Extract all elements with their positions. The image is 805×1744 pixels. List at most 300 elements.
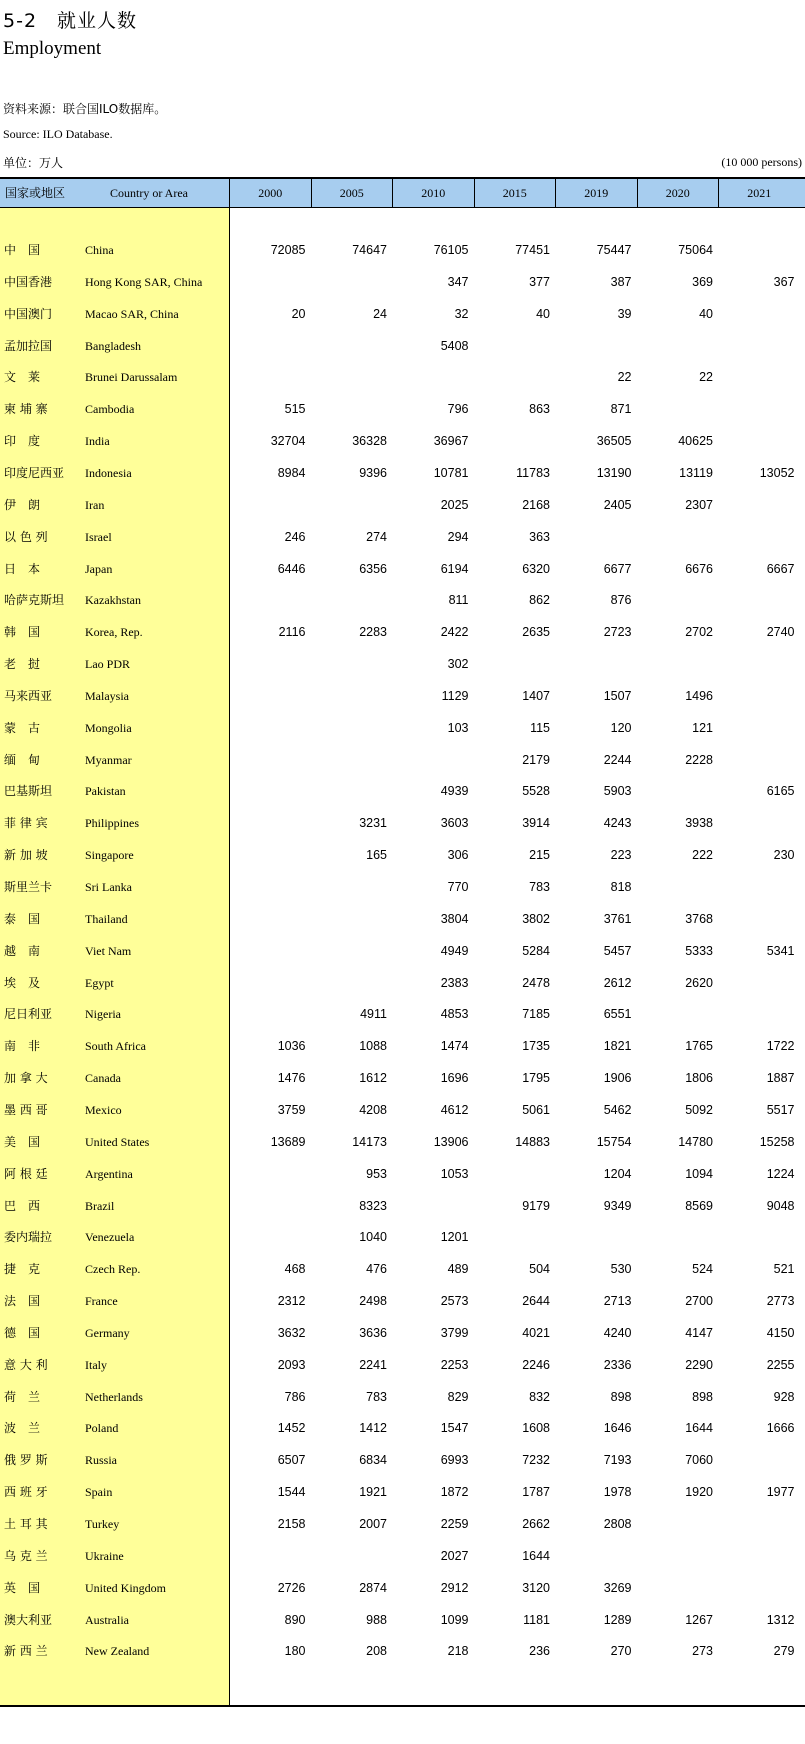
value-cell-2020: 1765 — [685, 1039, 713, 1054]
country-name-cn: 新 西 兰 — [4, 1644, 48, 1659]
value-cell-2015: 377 — [529, 274, 550, 289]
value-cell-2015: 832 — [529, 1389, 550, 1404]
value-cell-2021: 2773 — [766, 1294, 795, 1309]
value-cell-2015: 363 — [529, 529, 550, 544]
value-cell-2005: 24 — [373, 306, 387, 321]
country-name-cn: 德 国 — [4, 1325, 41, 1340]
table-row — [0, 871, 805, 903]
table-row — [0, 1412, 805, 1444]
value-cell-2021: 1887 — [766, 1071, 795, 1086]
country-name-cn: 以 色 列 — [4, 529, 48, 544]
value-cell-2020: 7060 — [685, 1453, 713, 1468]
value-cell-2015: 1644 — [522, 1548, 550, 1563]
value-cell-2010: 796 — [447, 402, 469, 417]
value-cell-2019: 6677 — [603, 561, 632, 576]
value-cell-2010: 1201 — [440, 1230, 469, 1245]
value-cell-2015: 215 — [529, 848, 550, 863]
value-cell-2020: 898 — [692, 1389, 713, 1404]
value-cell-2000: 13689 — [270, 1134, 306, 1149]
value-cell-2020: 40 — [699, 306, 713, 321]
value-cell-2005: 2498 — [359, 1294, 387, 1309]
value-cell-2020: 121 — [692, 720, 713, 735]
value-cell-2021: 9048 — [766, 1198, 795, 1213]
value-cell-2000: 1036 — [277, 1039, 306, 1054]
country-name-cn: 泰 国 — [4, 911, 41, 926]
value-cell-2019: 1204 — [603, 1166, 632, 1181]
value-cell-2019: 75447 — [596, 243, 632, 257]
value-cell-2019: 15754 — [596, 1134, 632, 1149]
value-cell-2005: 2283 — [359, 625, 387, 640]
value-cell-2021: 279 — [773, 1644, 795, 1659]
country-name-cn: 捷 克 — [4, 1262, 41, 1277]
table-row — [0, 1604, 805, 1636]
country-name-en: Israel — [85, 529, 112, 544]
value-cell-2015: 11783 — [516, 465, 550, 480]
value-cell-2021: 15258 — [759, 1134, 795, 1149]
country-name-en: Netherlands — [85, 1389, 143, 1404]
value-cell-2021: 367 — [773, 274, 795, 289]
value-cell-2010: 4939 — [440, 784, 469, 799]
table-row — [0, 489, 805, 521]
value-cell-2019: 2723 — [603, 625, 632, 640]
value-cell-2015: 863 — [529, 402, 550, 417]
unit-label-cn: 单位：万人 — [3, 156, 64, 170]
value-cell-2015: 2644 — [522, 1294, 550, 1309]
value-cell-2010: 218 — [447, 1644, 469, 1659]
value-cell-2021: 1722 — [766, 1039, 795, 1054]
value-cell-2005: 2874 — [359, 1580, 387, 1595]
value-cell-2015: 1787 — [522, 1485, 550, 1500]
country-name-en: Mongolia — [85, 720, 132, 735]
country-name-cn: 菲 律 宾 — [4, 816, 48, 831]
country-name-en: Malaysia — [85, 688, 129, 703]
country-name-cn: 土 耳 其 — [4, 1517, 48, 1531]
country-name-en: India — [85, 434, 110, 449]
table-row — [0, 521, 805, 553]
value-cell-2019: 2405 — [603, 497, 632, 512]
country-name-en: Turkey — [85, 1517, 120, 1531]
value-cell-2020: 1496 — [685, 688, 713, 703]
country-name-cn: 文 莱 — [4, 370, 41, 385]
value-cell-2021: 1224 — [766, 1166, 795, 1181]
country-name-cn: 英 国 — [4, 1580, 41, 1595]
value-cell-2019: 1978 — [603, 1485, 632, 1500]
country-name-en: China — [85, 243, 114, 257]
value-cell-2000: 3632 — [277, 1325, 306, 1340]
country-name-cn: 法 国 — [4, 1294, 41, 1309]
value-cell-2010: 811 — [448, 593, 469, 608]
country-name-en: Philippines — [85, 816, 140, 831]
country-name-en: Pakistan — [85, 784, 126, 799]
header-year-1: 2005 — [311, 179, 393, 207]
country-name-cn: 意 大 利 — [4, 1357, 48, 1372]
value-cell-2015: 1735 — [522, 1039, 550, 1054]
value-cell-2020: 5333 — [685, 943, 713, 958]
value-cell-2021: 2740 — [766, 625, 795, 640]
table-header-row — [0, 179, 805, 207]
value-cell-2019: 223 — [610, 848, 632, 863]
value-cell-2010: 1547 — [440, 1421, 469, 1436]
table-row — [0, 1349, 805, 1381]
value-cell-2020: 1920 — [685, 1485, 713, 1500]
value-cell-2005: 3231 — [359, 816, 387, 831]
country-name-cn: 加 拿 大 — [4, 1071, 48, 1086]
value-cell-2000: 2312 — [277, 1294, 306, 1309]
header-year-4: 2019 — [555, 179, 637, 207]
value-cell-2010: 1872 — [440, 1485, 469, 1500]
country-name-en: United States — [85, 1134, 150, 1149]
value-cell-2015: 3914 — [522, 816, 550, 831]
country-name-cn: 乌 克 兰 — [4, 1548, 48, 1563]
table-row — [0, 361, 805, 393]
value-cell-2021: 6165 — [766, 784, 795, 799]
value-cell-2019: 1821 — [603, 1039, 632, 1054]
header-country-cn: 国家或地区 — [5, 186, 66, 200]
table-row — [0, 1476, 805, 1508]
value-cell-2010: 2259 — [440, 1517, 469, 1531]
table-row — [0, 1635, 805, 1667]
table-row — [0, 648, 805, 680]
value-cell-2021: 5517 — [766, 1102, 795, 1117]
value-cell-2000: 32704 — [270, 434, 306, 449]
value-cell-2015: 14883 — [515, 1134, 550, 1149]
value-cell-2019: 1906 — [603, 1071, 632, 1086]
table-row — [0, 903, 805, 935]
country-name-en: Hong Kong SAR, China — [85, 274, 203, 289]
value-cell-2019: 530 — [610, 1262, 632, 1277]
value-cell-2019: 36505 — [596, 434, 632, 449]
value-cell-2015: 9179 — [522, 1198, 550, 1213]
header-year-6: 2021 — [718, 179, 800, 207]
country-name-cn: 缅 甸 — [4, 752, 41, 767]
country-name-cn: 巴基斯坦 — [4, 784, 53, 799]
value-cell-2021: 6667 — [766, 561, 795, 576]
value-cell-2015: 1795 — [522, 1071, 550, 1086]
value-cell-2010: 103 — [447, 720, 469, 735]
value-cell-2010: 2422 — [440, 625, 469, 640]
value-cell-2005: 8323 — [359, 1198, 387, 1213]
country-name-en: Macao SAR, China — [85, 306, 179, 321]
value-cell-2020: 1644 — [685, 1421, 713, 1436]
value-cell-2020: 22 — [699, 370, 713, 385]
table-row — [0, 807, 805, 839]
value-cell-2019: 2244 — [603, 752, 632, 767]
value-cell-2010: 829 — [447, 1389, 469, 1404]
unit-label-en: (10 000 persons) — [721, 155, 802, 169]
value-cell-2020: 8569 — [685, 1198, 713, 1213]
value-cell-2015: 862 — [529, 593, 550, 608]
table-row — [0, 457, 805, 489]
country-name-cn: 澳大利亚 — [4, 1612, 53, 1627]
value-cell-2020: 75064 — [678, 243, 713, 257]
value-cell-2021: 1312 — [766, 1612, 795, 1627]
country-name-en: Bangladesh — [85, 338, 141, 353]
value-cell-2020: 273 — [692, 1644, 713, 1659]
country-name-en: Venezuela — [85, 1230, 135, 1245]
value-cell-2015: 236 — [529, 1644, 550, 1659]
value-cell-2000: 3759 — [277, 1102, 306, 1117]
country-name-cn: 印 度 — [4, 434, 41, 449]
country-name-en: Canada — [85, 1071, 121, 1086]
header-year-5: 2020 — [637, 179, 719, 207]
value-cell-2010: 36967 — [433, 434, 469, 449]
country-name-en: Italy — [85, 1357, 107, 1372]
source-note-en: Source: ILO Database. — [3, 127, 113, 141]
value-cell-2019: 7193 — [603, 1453, 632, 1468]
value-cell-2019: 5457 — [603, 943, 632, 958]
value-cell-2010: 6194 — [440, 561, 469, 576]
country-name-cn: 阿 根 廷 — [4, 1166, 48, 1181]
country-name-en: Ukraine — [85, 1548, 124, 1563]
value-cell-2020: 1094 — [685, 1166, 713, 1181]
value-cell-2019: 5462 — [603, 1102, 632, 1117]
value-cell-2005: 165 — [366, 848, 387, 863]
value-cell-2010: 32 — [454, 306, 469, 321]
country-name-en: Indonesia — [85, 465, 132, 480]
table-row — [0, 967, 805, 999]
country-name-cn: 柬 埔 寨 — [4, 402, 48, 417]
value-cell-2021: 5341 — [766, 943, 795, 958]
value-cell-2019: 2336 — [603, 1357, 632, 1372]
value-cell-2015: 2635 — [522, 625, 550, 640]
value-cell-2005: 1612 — [359, 1071, 387, 1086]
value-cell-2020: 222 — [692, 848, 713, 863]
table-row — [0, 1572, 805, 1604]
table-row — [0, 1126, 805, 1158]
value-cell-2015: 504 — [529, 1262, 550, 1277]
value-cell-2015: 2179 — [522, 752, 550, 767]
value-cell-2019: 5903 — [603, 784, 632, 799]
value-cell-2010: 5408 — [440, 338, 469, 353]
value-cell-2019: 1289 — [603, 1612, 632, 1627]
value-cell-2019: 4240 — [603, 1325, 632, 1340]
value-cell-2015: 3120 — [522, 1580, 550, 1595]
value-cell-2019: 1646 — [603, 1421, 632, 1436]
value-cell-2020: 2620 — [685, 975, 713, 990]
table-row — [0, 266, 805, 298]
value-cell-2010: 294 — [447, 529, 469, 544]
value-cell-2000: 6507 — [277, 1453, 306, 1468]
country-name-en: New Zealand — [85, 1644, 150, 1659]
value-cell-2015: 7185 — [522, 1007, 550, 1022]
value-cell-2005: 988 — [366, 1612, 387, 1627]
value-cell-2019: 39 — [617, 306, 632, 321]
table-row — [0, 1221, 805, 1253]
value-cell-2021: 1977 — [766, 1485, 795, 1500]
country-name-cn: 孟加拉国 — [4, 338, 53, 353]
table-row — [0, 393, 805, 425]
value-cell-2019: 13190 — [596, 465, 632, 480]
value-cell-2019: 2612 — [603, 975, 632, 990]
value-cell-2015: 1407 — [522, 688, 550, 703]
value-cell-2019: 818 — [610, 880, 632, 894]
value-cell-2010: 2253 — [440, 1357, 469, 1372]
table-row — [0, 584, 805, 616]
value-cell-2000: 2116 — [278, 625, 306, 640]
table-row — [0, 680, 805, 712]
value-cell-2019: 2808 — [603, 1517, 632, 1531]
value-cell-2015: 1181 — [523, 1612, 550, 1627]
country-name-en: Myanmar — [85, 752, 132, 767]
country-name-en: Mexico — [85, 1102, 122, 1117]
value-cell-2010: 1099 — [440, 1612, 469, 1627]
country-name-en: South Africa — [85, 1039, 146, 1054]
country-name-en: Thailand — [85, 911, 128, 926]
value-cell-2020: 14780 — [678, 1134, 713, 1149]
value-cell-2005: 6356 — [359, 561, 387, 576]
country-name-cn: 尼日利亚 — [4, 1007, 53, 1022]
value-cell-2000: 1544 — [277, 1485, 306, 1500]
value-cell-2010: 489 — [447, 1262, 469, 1277]
value-cell-2005: 14173 — [352, 1134, 387, 1149]
country-name-cn: 巴 西 — [4, 1198, 41, 1213]
table-row — [0, 616, 805, 648]
value-cell-2010: 13906 — [433, 1134, 469, 1149]
value-cell-2010: 2025 — [440, 497, 469, 512]
country-name-en: Germany — [85, 1325, 130, 1340]
country-name-cn: 印度尼西亚 — [4, 465, 65, 480]
value-cell-2005: 1088 — [359, 1039, 387, 1054]
country-name-cn: 韩 国 — [4, 625, 41, 640]
value-cell-2010: 1053 — [440, 1166, 469, 1181]
value-cell-2000: 2158 — [277, 1517, 306, 1531]
value-cell-2015: 5284 — [522, 943, 550, 958]
country-name-en: Poland — [85, 1421, 119, 1436]
value-cell-2010: 2383 — [440, 975, 469, 990]
country-name-en: Spain — [85, 1485, 113, 1500]
value-cell-2015: 2168 — [522, 497, 550, 512]
header-year-0: 2000 — [229, 179, 311, 207]
table-row — [0, 1508, 805, 1540]
value-cell-2020: 3938 — [685, 816, 713, 831]
table-row — [0, 553, 805, 585]
header-country-cell — [0, 179, 229, 207]
value-cell-2005: 4208 — [359, 1102, 387, 1117]
value-cell-2020: 1806 — [685, 1071, 713, 1086]
country-name-cn: 伊 朗 — [4, 497, 41, 512]
country-name-en: France — [85, 1294, 118, 1309]
value-cell-2020: 6676 — [685, 561, 713, 576]
value-cell-2020: 2307 — [685, 497, 713, 512]
value-cell-2019: 22 — [617, 370, 632, 385]
employment-table — [0, 177, 805, 1705]
value-cell-2015: 5528 — [522, 784, 550, 799]
table-row — [0, 839, 805, 871]
value-cell-2020: 524 — [692, 1262, 713, 1277]
value-cell-2000: 2093 — [277, 1357, 306, 1372]
country-name-en: Nigeria — [85, 1007, 121, 1022]
value-cell-2010: 770 — [447, 880, 469, 894]
country-name-cn: 越 南 — [4, 943, 41, 958]
table-row — [0, 234, 805, 266]
table-row — [0, 998, 805, 1030]
value-cell-2000: 72085 — [270, 243, 306, 257]
value-cell-2015: 2478 — [522, 975, 550, 990]
value-cell-2010: 2573 — [440, 1294, 469, 1309]
value-cell-2019: 3761 — [603, 911, 632, 926]
value-cell-2020: 2700 — [685, 1294, 713, 1309]
value-cell-2020: 13119 — [679, 465, 713, 480]
value-cell-2010: 2912 — [440, 1580, 469, 1595]
country-name-cn: 中国澳门 — [4, 306, 53, 321]
country-name-en: Russia — [85, 1453, 118, 1468]
country-name-cn: 中国香港 — [4, 274, 53, 289]
table-row — [0, 712, 805, 744]
value-cell-2015: 77451 — [515, 243, 550, 257]
value-cell-2015: 5061 — [522, 1102, 550, 1117]
value-cell-2010: 10781 — [433, 465, 469, 480]
value-cell-2005: 36328 — [352, 434, 387, 449]
value-cell-2021: 2255 — [766, 1357, 795, 1372]
table-row — [0, 775, 805, 807]
value-cell-2005: 6834 — [359, 1453, 387, 1468]
value-cell-2010: 3799 — [440, 1325, 469, 1340]
value-cell-2019: 387 — [610, 274, 632, 289]
country-name-en: Lao PDR — [85, 657, 130, 672]
value-cell-2010: 3804 — [440, 911, 469, 926]
value-cell-2000: 2726 — [277, 1580, 306, 1595]
value-cell-2005: 3636 — [359, 1325, 387, 1340]
country-name-en: Korea, Rep. — [85, 625, 143, 640]
country-name-cn: 老 挝 — [4, 657, 41, 672]
value-cell-2020: 5092 — [685, 1102, 713, 1117]
value-cell-2021: 13052 — [759, 465, 795, 480]
value-cell-2015: 1608 — [522, 1421, 550, 1436]
country-name-en: Australia — [85, 1612, 129, 1627]
value-cell-2021: 1666 — [766, 1421, 795, 1436]
value-cell-2005: 1921 — [359, 1485, 387, 1500]
table-row — [0, 425, 805, 457]
value-cell-2005: 1040 — [359, 1230, 387, 1245]
source-note-cn: 资料来源：联合国ILO数据库。 — [3, 102, 167, 116]
table-row — [0, 1285, 805, 1317]
value-cell-2019: 6551 — [603, 1007, 632, 1022]
value-cell-2010: 1129 — [441, 688, 469, 703]
value-cell-2020: 3768 — [685, 911, 713, 926]
country-name-cn: 俄 罗 斯 — [4, 1453, 48, 1468]
value-cell-2015: 783 — [529, 880, 550, 894]
value-cell-2019: 4243 — [603, 816, 632, 831]
country-name-cn: 蒙 古 — [4, 720, 41, 735]
value-cell-2019: 898 — [610, 1389, 632, 1404]
value-cell-2021: 928 — [773, 1389, 795, 1404]
value-cell-2010: 4949 — [440, 943, 469, 958]
value-cell-2005: 74647 — [352, 243, 387, 257]
table-row — [0, 1158, 805, 1190]
country-name-cn: 马来西亚 — [4, 688, 53, 703]
country-name-en: Egypt — [85, 975, 114, 990]
value-cell-2019: 2713 — [603, 1294, 632, 1309]
value-cell-2000: 246 — [284, 529, 306, 544]
value-cell-2020: 369 — [692, 274, 713, 289]
value-cell-2000: 890 — [284, 1612, 306, 1627]
country-name-cn: 新 加 坡 — [4, 848, 48, 863]
value-cell-2000: 20 — [291, 306, 306, 321]
value-cell-2015: 2246 — [522, 1357, 550, 1372]
country-name-en: Iran — [85, 497, 105, 512]
value-cell-2005: 274 — [366, 529, 387, 544]
value-cell-2019: 876 — [610, 593, 632, 608]
value-cell-2015: 40 — [536, 306, 550, 321]
country-name-cn: 波 兰 — [4, 1421, 41, 1436]
value-cell-2010: 1696 — [440, 1071, 469, 1086]
country-name-en: Brazil — [85, 1198, 115, 1213]
country-name-en: Kazakhstan — [85, 593, 141, 608]
value-cell-2000: 6446 — [277, 561, 306, 576]
value-cell-2010: 76105 — [433, 243, 469, 257]
value-cell-2020: 2290 — [685, 1357, 713, 1372]
country-name-cn: 荷 兰 — [4, 1389, 41, 1404]
